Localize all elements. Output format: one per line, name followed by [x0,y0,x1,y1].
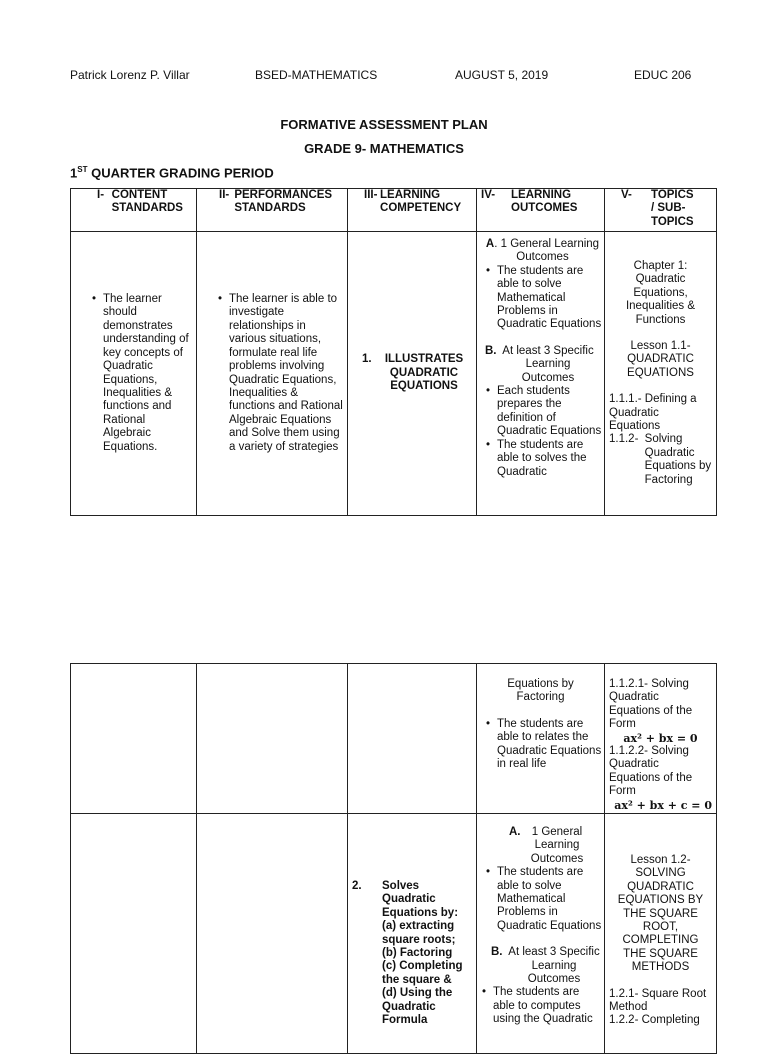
table-row [71,232,717,516]
col-header-content-standards: I- CONTENT STANDARDS [71,189,197,232]
competency-cell: 1. ILLUSTRATES QUADRATIC EQUATIONS [348,232,477,516]
learning-outcomes-cell: Equations by Factoring • The students are able to relates the Quadratic Equations in real life [477,664,605,814]
lesson-title: Lesson 1.2- SOLVING QUADRATIC EQUATIONS BY THE SQUARE ROOT, COMPLETING THE SQUARE METHODS [617,854,704,974]
competency-line: (b) Factoring [382,947,453,960]
competency-line: (a) extracting [382,920,455,933]
learning-outcomes-cell: A. 1 General Learning Outcomes • The students are able to solve Mathematical Problems in Quadratic Equations B. At least 3 Specific Learning Outcomes • Each students prepares the definition of Quadratic Equations • The students are able to solves the Quadratic [477,232,605,516]
lesson-title: Lesson 1.1- QUADRATIC EQUATIONS [627,339,694,379]
col-header-learning-competency: III- LEARNING COMPETENCY [348,189,477,232]
grading-period: 1ST QUARTER GRADING PERIOD [70,165,274,181]
col-header-learning-outcomes: IV- LEARNING OUTCOMES [477,189,605,232]
topics-cell: Lesson 1.2- SOLVING QUADRATIC EQUATIONS BY THE SQUARE ROOT, COMPLETING THE SQUARE METHODS 1.2.1- Square Root Method 1.2.2- Completing [605,814,717,1054]
content-standard-cell [71,232,197,516]
author-name: Patrick Lorenz P. Villar [70,68,190,82]
competency-line: Quadratic [382,893,436,906]
table-row [71,664,717,814]
competency-line: the square & [382,973,452,986]
competency-line: (d) Using the [382,987,453,1000]
competency-line: Formula [382,1014,428,1027]
chapter-title: Chapter 1: Quadratic Equations, Inequalities & Functions [625,259,696,326]
learning-outcomes-cell: A. 1 General Learning Outcomes • The students are able to solve Mathematical Problems in Quadratic Equations B. At least 3 Specific Learning Outcomes • The students are able to computes using the Quadratic [477,814,605,1054]
performance-standard-text: • The learner is able to investigate relationships in various situations, formulate real life problems involving Quadratic Equations, Inequalities & functions and Rational Algebraic Equations and Solve them using a variety of strategies [215,293,343,454]
assessment-table-page1 [70,188,717,516]
topics-cell: Chapter 1: Quadratic Equations, Inequalities & Functions Lesson 1.1- QUADRATIC EQUATIONS 1.1.1.- Defining a Quadratic Equations 1.1.2- Solving Quadratic Equations by Factoring [605,232,717,516]
table-row [71,814,717,1054]
competency-line: Solves [382,880,420,892]
competency-line: (c) Completing [382,960,463,973]
competency-line: Equations by: [382,906,459,919]
col-header-topics: V- TOPICS / SUB-TOPICS [605,189,717,232]
formula-a: ax² + bx = 0 [623,731,698,745]
competency-text [382,880,463,1027]
content-standard-text: • The learner should demonstrates understanding of key concepts of Quadratic Equations, Inequalities & functions and Rational Algebraic Equations. [89,293,192,454]
performance-standard-cell [197,232,348,516]
competency-line: square roots; [382,933,456,946]
document-title: FORMATIVE ASSESSMENT PLAN [280,117,488,132]
col-header-performance-standards: II- PERFORMANCES STANDARDS [197,189,348,232]
formula-b: ax² + bx + c = 0 [614,798,712,812]
document-subtitle: GRADE 9- MATHEMATICS [304,141,464,156]
assessment-table-page2 [70,663,717,1054]
topics-cell: 1.1.2.1- Solving Quadratic Equations of the Form ax² + bx = 0 1.1.2.2- Solving Quadratic Equations of the Form ax² + bx + c = 0 [605,664,717,814]
competency-cell: 2. Solves Quadratic Equations by: (a) extracting square roots; (b) Factoring (c) Completing the square & (d) Using the Quadratic Formula [348,814,477,1054]
document-date: AUGUST 5, 2019 [455,68,549,82]
competency-text: ILLUSTRATES QUADRATIC EQUATIONS [384,353,464,393]
table-header-row [71,189,717,232]
competency-line: Quadratic [382,1000,436,1013]
program-name: BSED-MATHEMATICS [255,68,378,82]
course-code: EDUC 206 [634,68,692,82]
